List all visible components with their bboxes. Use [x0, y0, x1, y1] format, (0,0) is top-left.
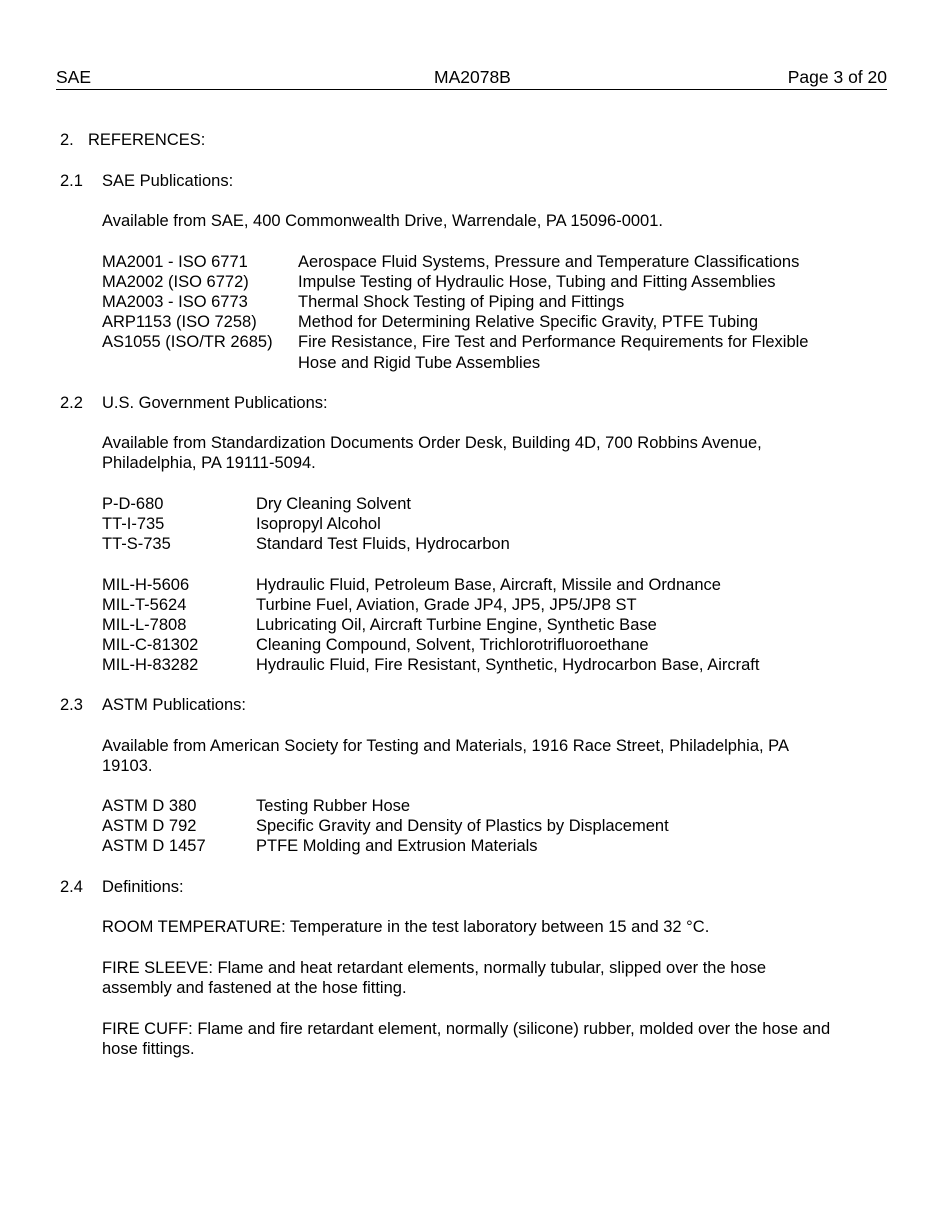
reference-code: TT-I-735 [102, 515, 165, 533]
definition-room-temperature: ROOM TEMPERATURE: Temperature in the test laboratory between 15 and 32 °C. [102, 918, 710, 936]
reference-description: Aerospace Fluid Systems, Pressure and Temperature Classifications [298, 253, 800, 271]
subsection-title: ASTM Publications: [102, 696, 246, 714]
reference-code: MIL-H-83282 [102, 656, 199, 674]
availability-text: Available from Standardization Documents Order Desk, Building 4D, 700 Robbins Avenue, [102, 434, 762, 452]
reference-description: Turbine Fuel, Aviation, Grade JP4, JP5, JP5/JP8 ST [256, 596, 637, 614]
subsection-number: 2.1 [60, 172, 83, 190]
reference-description: Impulse Testing of Hydraulic Hose, Tubing and Fitting Assemblies [298, 273, 776, 291]
reference-code: ASTM D 792 [102, 817, 197, 835]
subsection-title: SAE Publications: [102, 172, 234, 190]
subsection-number: 2.4 [60, 878, 83, 896]
page-header [56, 67, 887, 90]
reference-description: Dry Cleaning Solvent [256, 495, 411, 513]
reference-description: Fire Resistance, Fire Test and Performance Requirements for Flexible [298, 333, 809, 351]
header-page-number: Page 3 of 20 [787, 67, 887, 87]
availability-text: Available from American Society for Testing and Materials, 1916 Race Street, Philadelphia, PA [102, 737, 789, 755]
definition-fire-cuff: FIRE CUFF: Flame and fire retardant element, normally (silicone) rubber, molded over the hose and [102, 1020, 831, 1038]
subsection-title: U.S. Government Publications: [102, 394, 328, 412]
header-document-number: MA2078B [434, 67, 511, 87]
subsection-number: 2.2 [60, 394, 83, 412]
reference-description: Thermal Shock Testing of Piping and Fittings [298, 293, 625, 311]
reference-code: MIL-C-81302 [102, 636, 199, 654]
section-title: REFERENCES: [88, 131, 206, 149]
reference-code: MIL-H-5606 [102, 576, 190, 594]
reference-code: MIL-T-5624 [102, 596, 187, 614]
reference-description: PTFE Molding and Extrusion Materials [256, 837, 538, 855]
reference-code: P-D-680 [102, 495, 164, 513]
reference-description: Hydraulic Fluid, Petroleum Base, Aircraft, Missile and Ordnance [256, 576, 721, 594]
reference-code: MA2001 - ISO 6771 [102, 253, 248, 271]
subsection-number: 2.3 [60, 696, 83, 714]
reference-description: Specific Gravity and Density of Plastics by Displacement [256, 817, 669, 835]
reference-description: Standard Test Fluids, Hydrocarbon [256, 535, 510, 553]
definition-fire-sleeve: FIRE SLEEVE: Flame and heat retardant elements, normally tubular, slipped over the hose [102, 959, 767, 977]
reference-code: MA2002 (ISO 6772) [102, 273, 249, 291]
availability-text-continued: Philadelphia, PA 19111-5094. [102, 454, 316, 472]
reference-code: ASTM D 380 [102, 797, 197, 815]
availability-text: Available from SAE, 400 Commonwealth Drive, Warrendale, PA 15096-0001. [102, 212, 663, 230]
reference-description: Testing Rubber Hose [256, 797, 411, 815]
reference-description-continued: Hose and Rigid Tube Assemblies [298, 354, 541, 372]
reference-description: Method for Determining Relative Specific Gravity, PTFE Tubing [298, 313, 759, 331]
section-number: 2. [60, 131, 74, 149]
reference-code: ASTM D 1457 [102, 837, 206, 855]
reference-description: Isopropyl Alcohol [256, 515, 381, 533]
reference-code: MA2003 - ISO 6773 [102, 293, 248, 311]
reference-description: Lubricating Oil, Aircraft Turbine Engine, Synthetic Base [256, 616, 657, 634]
reference-code: MIL-L-7808 [102, 616, 187, 634]
definition-fire-sleeve-continued: assembly and fastened at the hose fitting. [102, 979, 407, 997]
reference-code: ARP1153 (ISO 7258) [102, 313, 257, 331]
subsection-title: Definitions: [102, 878, 184, 896]
availability-text-continued: 19103. [102, 757, 153, 775]
header-organization: SAE [56, 67, 92, 87]
definition-fire-cuff-continued: hose fittings. [102, 1040, 195, 1058]
reference-description: Hydraulic Fluid, Fire Resistant, Synthetic, Hydrocarbon Base, Aircraft [256, 656, 760, 674]
reference-description: Cleaning Compound, Solvent, Trichlorotrifluoroethane [256, 636, 649, 654]
reference-code: TT-S-735 [102, 535, 171, 553]
reference-code: AS1055 (ISO/TR 2685) [102, 333, 273, 351]
